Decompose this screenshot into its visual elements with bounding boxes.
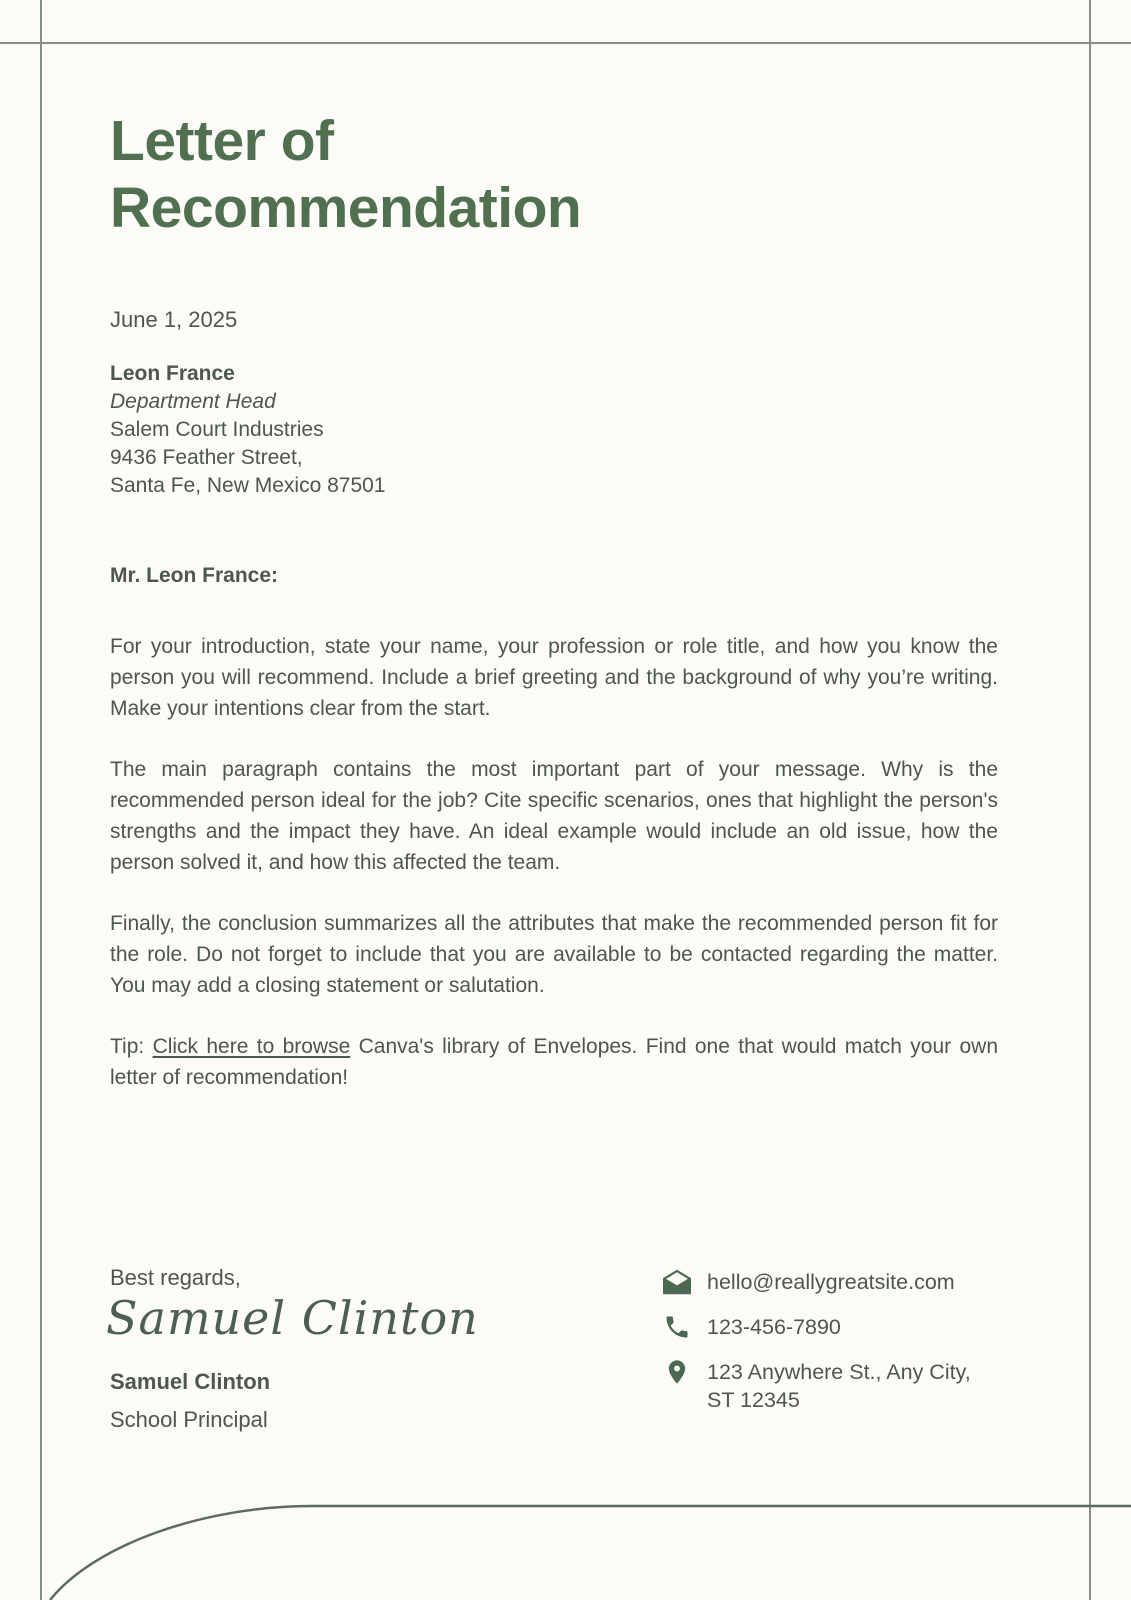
recipient-company: Salem Court Industries <box>110 418 324 441</box>
browse-envelopes-link[interactable]: Click here to browse <box>152 1035 351 1058</box>
frame-line-bottom-curve <box>0 1440 1131 1600</box>
page-title <box>110 108 810 242</box>
contact-row-email <box>663 1268 971 1296</box>
recipient-address-line1: 9436 Feather Street, <box>110 446 303 469</box>
frame-line-right <box>1089 0 1091 1600</box>
recipient-address-line2: Santa Fe, New Mexico 87501 <box>110 474 386 497</box>
contact-phone: 123-456-7890 <box>707 1315 841 1339</box>
signer-role: School Principal <box>110 1407 268 1432</box>
tip-suffix: Canva's library of Envelopes. Find one that would match your own letter of recommendation! <box>110 1035 998 1089</box>
contact-address <box>707 1358 971 1414</box>
location-pin-icon <box>663 1358 691 1386</box>
page-title-line1: Letter of <box>110 109 334 173</box>
signature-script: Samuel Clinton <box>106 1291 479 1345</box>
recipient-role: Department Head <box>110 390 276 413</box>
contact-row-phone <box>663 1313 971 1341</box>
contact-row-address <box>663 1358 971 1414</box>
body-paragraph-2: The main paragraph contains the most important part of your message. Why is the recommended person ideal for the job? Cite specific scenarios, ones that highlight the person's strengths and the impact they have. An ideal example would include an old issue, how the person solved it, and how this affected the team. <box>110 758 998 874</box>
body-paragraph-1: For your introduction, state your name, your profession or role title, and how you know the person you will recommend. Include a brief greeting and the background of why you’re writing. Make your intentions clear from the start. <box>110 635 998 720</box>
body-paragraph-3: Finally, the conclusion summarizes all the attributes that make the recommended person fit for the role. Do not forget to include that you are available to be contacted regarding the matter. You may add a closing statement or salutation. <box>110 912 998 997</box>
page-title-line2: Recommendation <box>110 176 582 240</box>
recipient-block <box>110 360 385 500</box>
letter-date: June 1, 2025 <box>110 307 238 332</box>
closing-regards: Best regards, <box>110 1265 241 1290</box>
phone-icon <box>663 1313 691 1341</box>
envelope-icon <box>663 1268 691 1296</box>
letter-body <box>110 560 998 1093</box>
tip-prefix: Tip: <box>110 1035 153 1058</box>
signer-name: Samuel Clinton <box>110 1369 271 1394</box>
contact-address-line2: ST 12345 <box>707 1388 800 1412</box>
contact-address-line1: 123 Anywhere St., Any City, <box>707 1360 971 1384</box>
tip-paragraph <box>110 1031 998 1093</box>
contact-email: hello@reallygreatsite.com <box>707 1270 955 1294</box>
salutation: Mr. Leon France: <box>110 564 279 587</box>
recipient-name: Leon France <box>110 362 235 385</box>
frame-line-left <box>40 0 42 1600</box>
contact-block <box>663 1268 971 1414</box>
frame-line-top <box>0 42 1131 44</box>
